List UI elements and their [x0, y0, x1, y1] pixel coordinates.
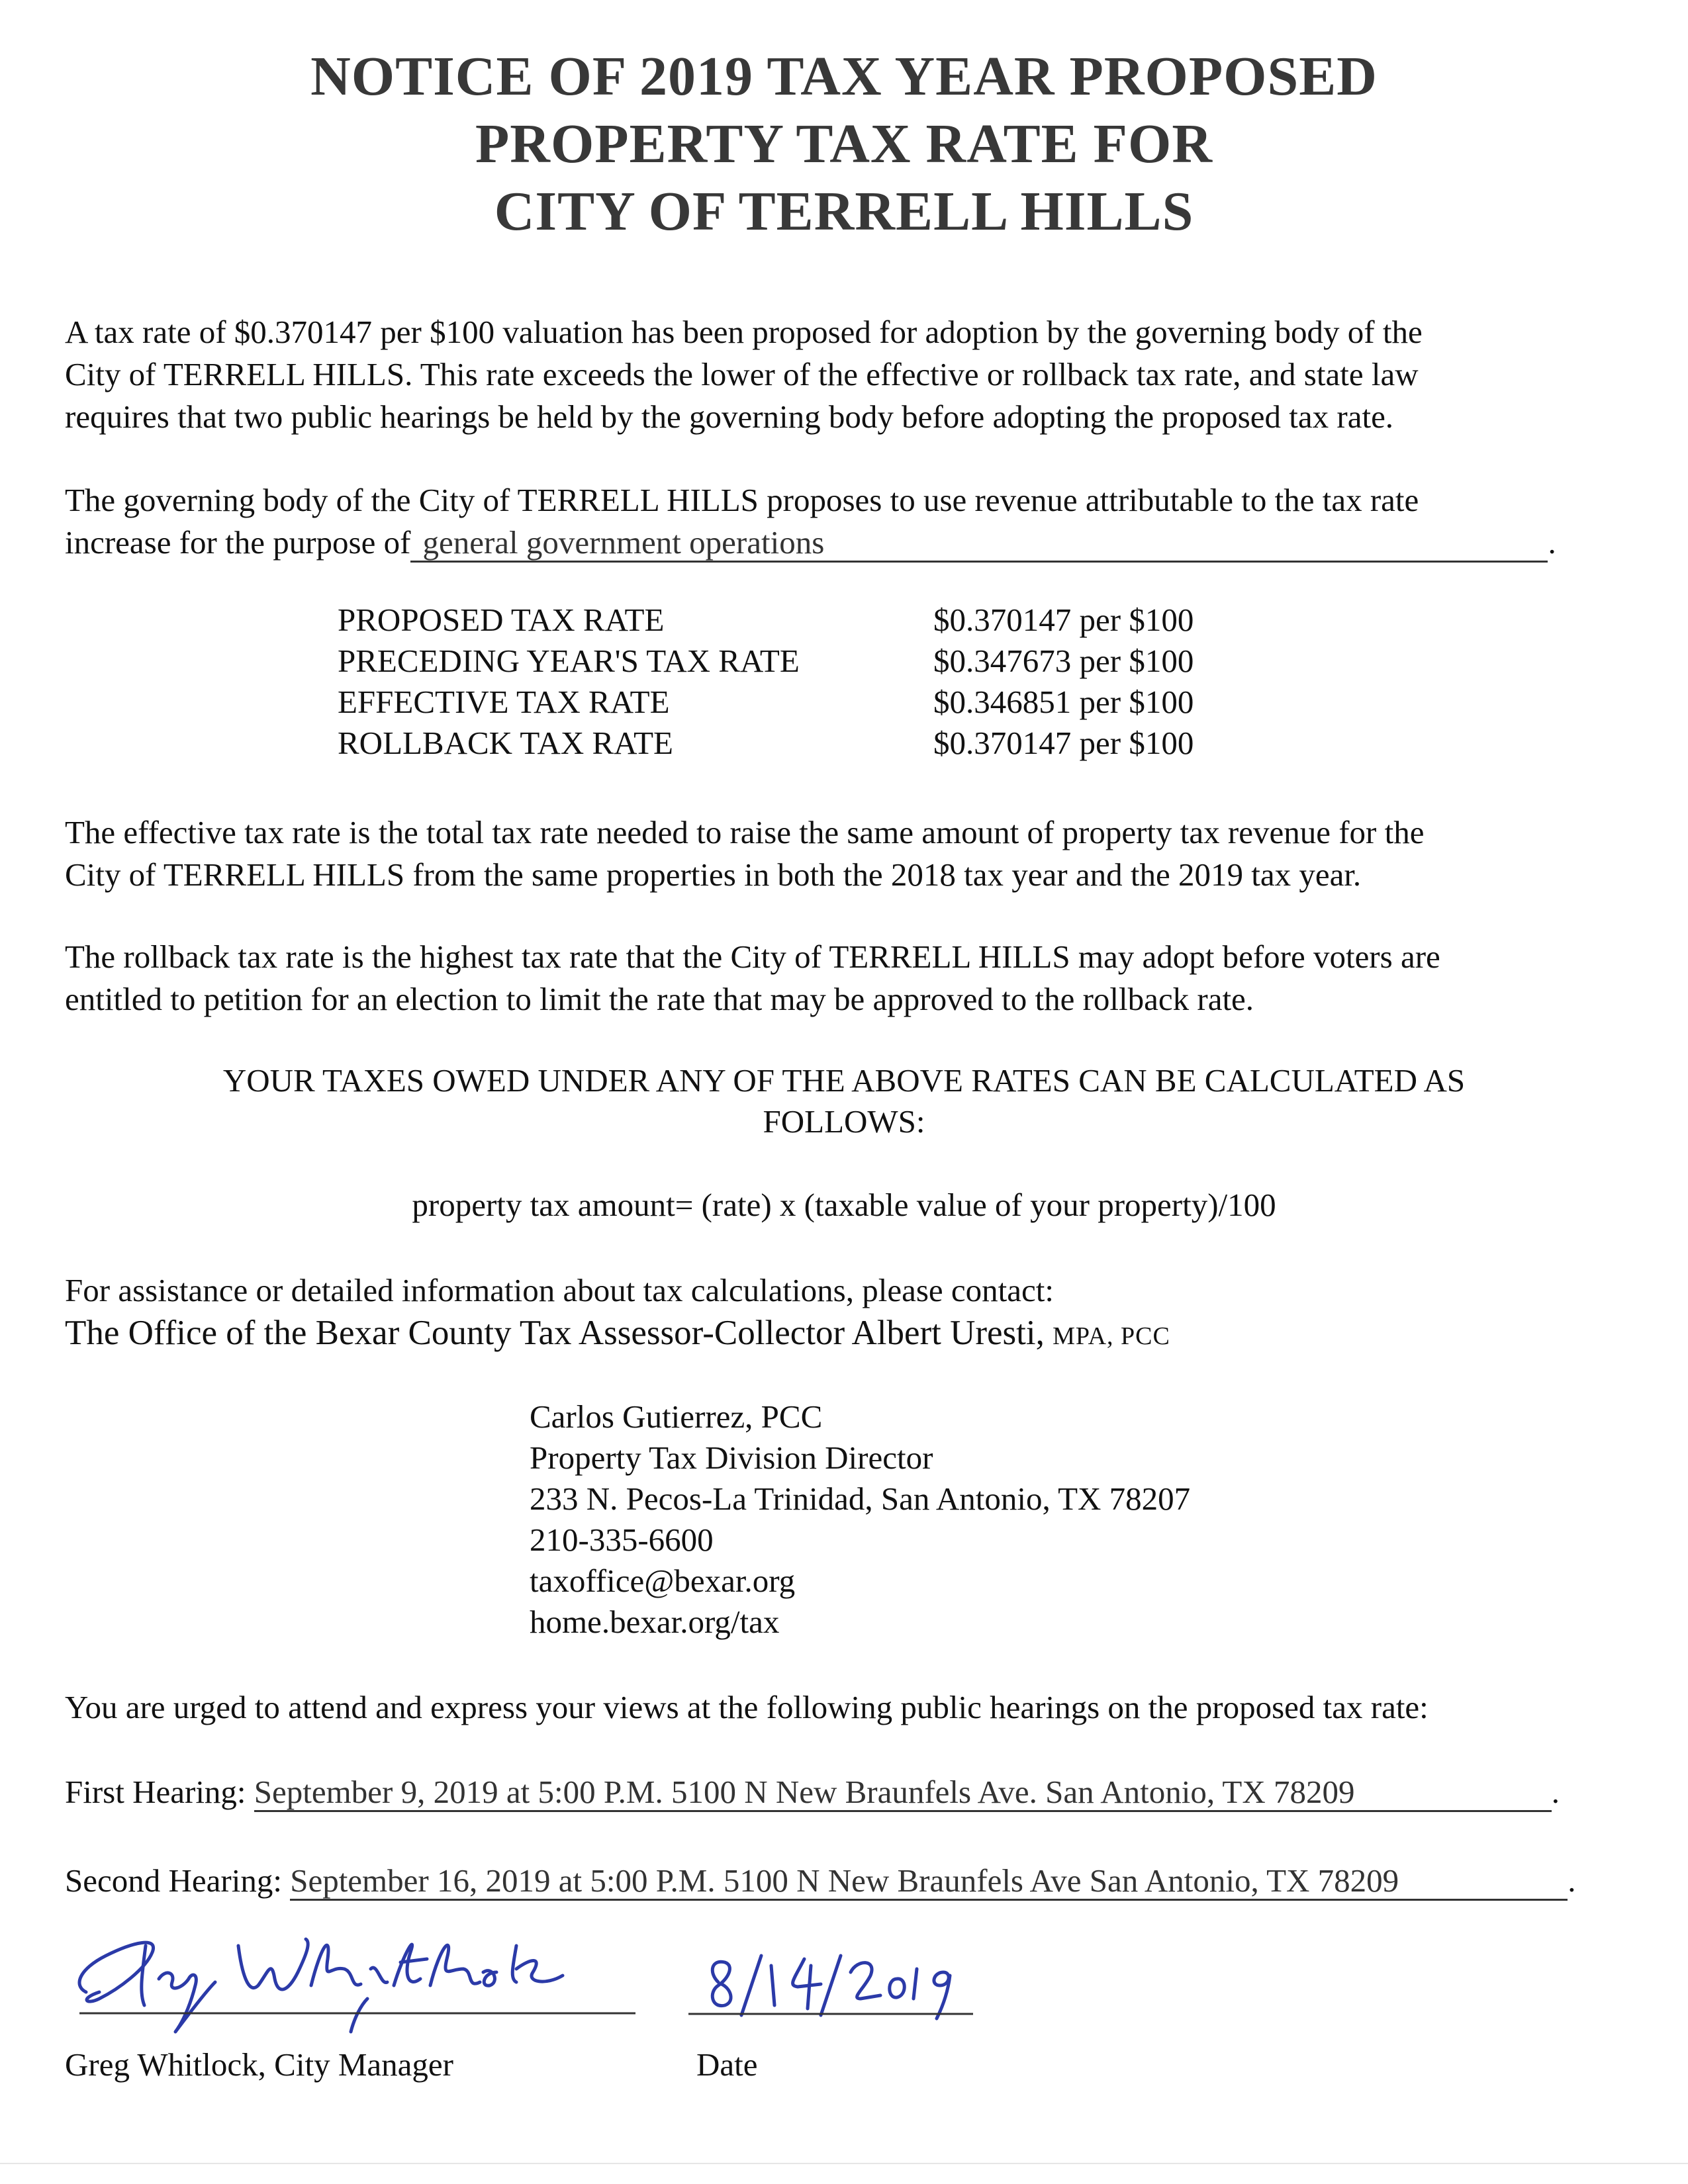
- notice-title-line-2: PROPERTY TAX RATE FOR: [475, 113, 1213, 175]
- rate-label: ROLLBACK TAX RATE: [338, 725, 673, 761]
- city-manager-signature: [60, 1906, 642, 2038]
- second-hearing-suffix: .: [1568, 1862, 1576, 1899]
- rollback-rate-definition: [65, 936, 1627, 1021]
- contact-email: taxoffice@bexar.org: [530, 1563, 796, 1599]
- first-hearing-line: [65, 1771, 1627, 1813]
- rollback-def-line-1: The rollback tax rate is the highest tax rate that the City of TERRELL HILLS may adopt before voters are: [65, 938, 1440, 975]
- first-hearing-suffix: .: [1551, 1774, 1560, 1810]
- second-hearing-line: [65, 1860, 1627, 1902]
- calc-heading-line-2: FOLLOWS:: [763, 1103, 925, 1140]
- second-hearing: [65, 1860, 1627, 1902]
- notice-title-line-1: NOTICE OF 2019 TAX YEAR PROPOSED: [310, 46, 1378, 107]
- effective-rate-definition: [65, 811, 1627, 896]
- rate-value: $0.370147 per $100: [933, 725, 1194, 761]
- effective-def-line-2: City of TERRELL HILLS from the same properties in both the 2018 tax year and the 2019 tax year.: [65, 856, 1362, 893]
- intro-line-3: requires that two public hearings be held by the governing body before adopting the proposed tax rate.: [65, 398, 1394, 435]
- rate-value: $0.346851 per $100: [933, 684, 1194, 720]
- purpose-line-1: The governing body of the City of TERRELL HILLS proposes to use revenue attributable to the tax rate: [65, 482, 1419, 518]
- purpose-paragraph: [65, 479, 1627, 564]
- purpose-line-2: [65, 522, 1627, 564]
- calc-heading-line-1: YOUR TAXES OWED UNDER ANY OF THE ABOVE RATES CAN BE CALCULATED AS: [222, 1062, 1466, 1099]
- hearings-intro: You are urged to attend and express your views at the following public hearings on the proposed tax rate:: [65, 1689, 1429, 1725]
- rate-value: $0.347673 per $100: [933, 643, 1194, 679]
- date-label: Date: [696, 2046, 758, 2083]
- first-hearing-label: First Hearing:: [65, 1774, 246, 1810]
- assessor-office: The Office of the Bexar County Tax Assessor-Collector Albert Uresti,: [65, 1314, 1045, 1352]
- contact-name: Carlos Gutierrez, PCC: [530, 1398, 823, 1435]
- purpose-suffix: .: [1548, 524, 1556, 561]
- intro-paragraph: [65, 311, 1627, 438]
- signature-date: [688, 1919, 980, 2025]
- first-hearing: [65, 1771, 1627, 1813]
- rate-label: PRECEDING YEAR'S TAX RATE: [338, 643, 800, 679]
- first-hearing-value: September 9, 2019 at 5:00 P.M. 5100 N New Braunfels Ave. San Antonio, TX 78209: [254, 1774, 1552, 1812]
- contact-website: home.bexar.org/tax: [530, 1604, 780, 1640]
- rate-label: EFFECTIVE TAX RATE: [338, 684, 670, 720]
- contact-title: Property Tax Division Director: [530, 1439, 933, 1476]
- second-hearing-value: September 16, 2019 at 5:00 P.M. 5100 N New Braunfels Ave San Antonio, TX 78209: [290, 1863, 1568, 1901]
- assistance-paragraph: [65, 1269, 1627, 1357]
- contact-phone: 210-335-6600: [530, 1522, 714, 1558]
- second-hearing-label: Second Hearing:: [65, 1862, 282, 1899]
- rate-value: $0.370147 per $100: [933, 602, 1194, 638]
- contact-block: [530, 1396, 1190, 1643]
- effective-def-line-1: The effective tax rate is the total tax rate needed to raise the same amount of property tax revenue for the: [65, 814, 1425, 850]
- assessor-credentials: MPA, PCC: [1053, 1322, 1170, 1350]
- notice-title-line-3: CITY OF TERRELL HILLS: [494, 181, 1194, 242]
- assistance-office-line: [65, 1312, 1627, 1357]
- contact-address: 233 N. Pecos-La Trinidad, San Antonio, TX 78207: [530, 1480, 1191, 1517]
- purpose-value: general government operations: [410, 525, 1548, 563]
- calc-formula: property tax amount= (rate) x (taxable value of your property)/100: [412, 1187, 1276, 1223]
- assistance-line-1: For assistance or detailed information about tax calculations, please contact:: [65, 1272, 1054, 1308]
- intro-line-2: City of TERRELL HILLS. This rate exceeds the lower of the effective or rollback tax rate, and state law: [65, 356, 1419, 392]
- rate-label: PROPOSED TAX RATE: [338, 602, 665, 638]
- page-bottom-divider: [0, 2163, 1688, 2164]
- intro-line-1: A tax rate of $0.370147 per $100 valuation has been proposed for adoption by the governing body of the: [65, 314, 1423, 350]
- signer-name-label: Greg Whitlock, City Manager: [65, 2046, 453, 2083]
- purpose-prefix: increase for the purpose of: [65, 524, 411, 561]
- rollback-def-line-2: entitled to petition for an election to limit the rate that may be approved to the rollback rate.: [65, 981, 1254, 1017]
